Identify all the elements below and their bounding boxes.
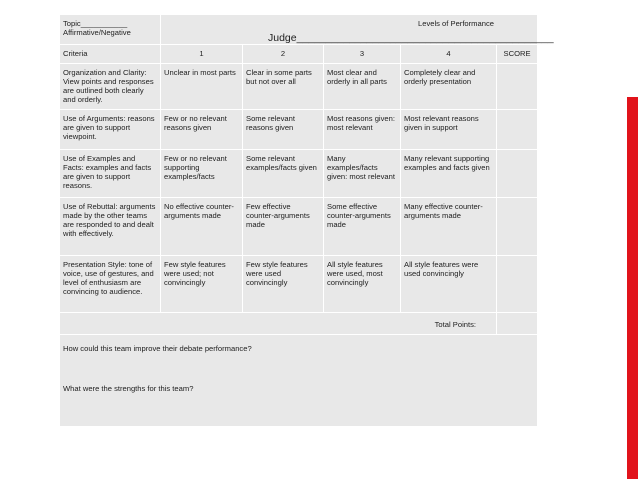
topic-label: Topic___________ [63,19,128,28]
score-cell[interactable] [497,150,538,198]
score-cell[interactable] [497,64,538,110]
level-4-cell: Many effective counter-arguments made [401,198,497,256]
level-2-cell: Few style features were used convincingly [243,256,324,313]
level-3-cell: Many examples/facts given: most relevant [324,150,401,198]
header-row [60,15,538,45]
level-1-cell: Few or no relevant supporting examples/facts [161,150,243,198]
total-points-label: Total Points: [60,313,497,335]
level-4-cell: Many relevant supporting examples and facts given [401,150,497,198]
criterion-cell: Use of Rebuttal: arguments made by the other teams are responded to and dealt with effectively. [60,198,161,256]
criterion-cell: Organization and Clarity: View points and responses are outlined both clearly and orderly. [60,64,161,110]
rubric-row [60,256,538,313]
level-3-cell: Most clear and orderly in all parts [324,64,401,110]
level-3-cell: All style features were used, most convincingly [324,256,401,313]
rubric-row [60,150,538,198]
topic-cell [60,15,161,45]
debate-rubric [59,14,554,427]
questions-cell[interactable] [60,335,538,427]
criterion-cell: Presentation Style: tone of voice, use of gestures, and level of enthusiasm are convincing to audience. [60,256,161,313]
total-row [60,313,538,335]
level-3-cell: Some effective counter-arguments made [324,198,401,256]
rubric-row [60,198,538,256]
score-cell[interactable] [497,256,538,313]
questions-row [60,335,538,427]
total-points-cell[interactable] [497,313,538,335]
level-3-header: 3 [324,45,401,64]
level-1-cell: Few or no relevant reasons given [161,110,243,150]
judge-field: Judge____________________________________________ [268,32,554,44]
level-4-header: 4 [401,45,497,64]
side-accent-bar [627,97,638,479]
level-2-cell: Some relevant reasons given [243,110,324,150]
level-1-header: 1 [161,45,243,64]
improve-question: How could this team improve their debate performance? [63,344,252,353]
level-1-cell: Few style features were used; not convincingly [161,256,243,313]
levels-header-cell [161,15,554,45]
level-4-cell: Most relevant reasons given in support [401,110,497,150]
level-4-cell: All style features were used convincingly [401,256,497,313]
criterion-cell: Use of Arguments: reasons are given to support viewpoint. [60,110,161,150]
criterion-cell: Use of Examples and Facts: examples and facts are given to support reasons. [60,150,161,198]
rubric-row [60,64,538,110]
level-1-cell: Unclear in most parts [161,64,243,110]
score-cell[interactable] [497,198,538,256]
level-3-cell: Most reasons given: most relevant [324,110,401,150]
level-2-cell: Few effective counter-arguments made [243,198,324,256]
rubric-table [59,14,554,427]
level-2-cell: Some relevant examples/facts given [243,150,324,198]
level-2-header: 2 [243,45,324,64]
column-header-row [60,45,538,64]
score-cell[interactable] [497,110,538,150]
side-label: Affirmative/Negative [63,28,131,38]
level-4-cell: Completely clear and orderly presentation [401,64,497,110]
criteria-header: Criteria [60,45,161,64]
level-1-cell: No effective counter-arguments made [161,198,243,256]
rubric-row [60,110,538,150]
levels-title: Levels of Performance [418,19,494,28]
strengths-question: What were the strengths for this team? [63,384,194,393]
score-header: SCORE [497,45,538,64]
level-2-cell: Clear in some parts but not over all [243,64,324,110]
